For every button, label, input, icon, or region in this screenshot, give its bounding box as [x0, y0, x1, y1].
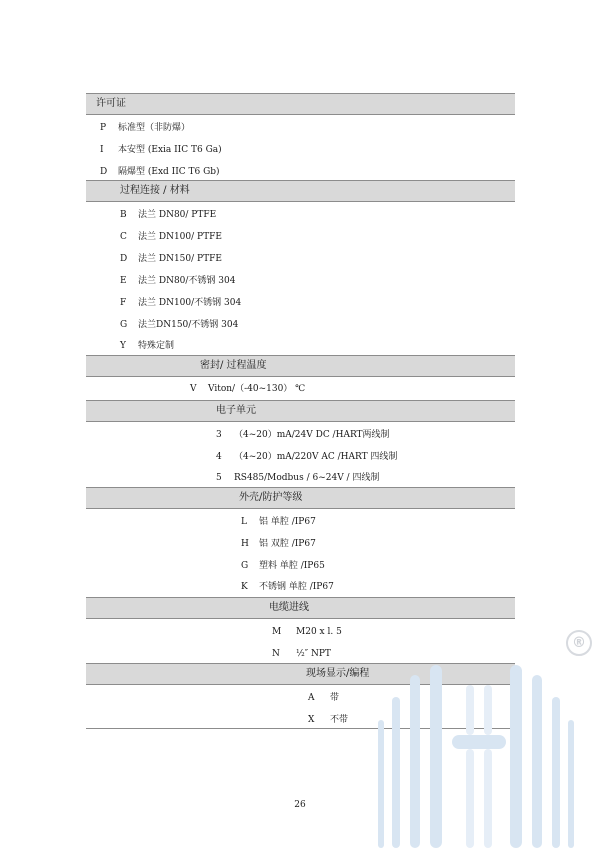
- option-code: 4: [216, 452, 222, 462]
- option-row: [120, 253, 222, 265]
- section-title: 现场显示/编程: [306, 668, 370, 679]
- section-header-electronics: [86, 400, 515, 422]
- section-title: 外壳/防护等级: [239, 492, 303, 503]
- option-row: [120, 275, 235, 287]
- option-row: [272, 626, 342, 638]
- option-row: [120, 340, 174, 352]
- section-title: 电子单元: [216, 405, 256, 416]
- option-desc: 铝 双腔 /IP67: [259, 539, 316, 549]
- section-header-process-connection: [86, 180, 515, 202]
- option-desc: 法兰 DN80/不锈钢 304: [138, 276, 236, 286]
- option-code: X: [308, 715, 315, 725]
- option-code: G: [120, 320, 128, 330]
- option-desc: 塑料 单腔 /IP65: [259, 561, 325, 571]
- option-desc: （4~20）mA/220V AC /HART 四线制: [234, 452, 398, 462]
- option-row: [120, 319, 238, 331]
- option-row: [216, 451, 397, 463]
- option-code: P: [100, 123, 107, 133]
- option-desc: Viton/（-40~130） ℃: [208, 384, 306, 394]
- option-code: H: [241, 539, 249, 549]
- section-header-seal-temperature: [86, 355, 515, 377]
- option-desc: 标准型（非防爆）: [118, 123, 191, 133]
- option-code: M: [272, 627, 282, 637]
- option-row: [272, 648, 331, 660]
- option-desc: （4~20）mA/24V DC /HART两线制: [234, 430, 390, 440]
- registered-mark-icon: ®: [566, 630, 592, 656]
- option-desc: 铝 单腔 /IP67: [259, 517, 316, 527]
- section-title: 许可证: [96, 98, 126, 109]
- page-number: 26: [294, 800, 306, 810]
- section-header-certificate: [86, 93, 515, 115]
- option-desc: 带: [330, 693, 340, 703]
- option-row: [241, 581, 334, 593]
- option-code: A: [308, 693, 315, 703]
- option-desc: 法兰 DN150/ PTFE: [138, 254, 222, 264]
- option-code: E: [120, 276, 127, 286]
- option-desc: 法兰 DN100/ PTFE: [138, 232, 222, 242]
- option-desc: 法兰 DN80/ PTFE: [138, 210, 217, 220]
- option-row: [100, 166, 220, 178]
- option-code: L: [241, 517, 247, 527]
- option-desc: 特殊定制: [138, 341, 175, 351]
- option-code: C: [120, 232, 127, 242]
- section-title: 过程连接 / 材料: [120, 185, 190, 196]
- option-row: [216, 429, 390, 441]
- option-desc: 隔爆型 (Exd IIC T6 Gb): [118, 167, 220, 177]
- section-header-housing: [86, 487, 515, 509]
- option-row: [120, 231, 222, 243]
- option-row: [100, 144, 222, 156]
- option-code: F: [120, 298, 127, 308]
- option-desc: 法兰 DN100/不锈钢 304: [138, 298, 242, 308]
- option-code: I: [100, 145, 104, 155]
- option-code: K: [241, 582, 248, 592]
- option-desc: ½″ NPT: [296, 649, 331, 659]
- option-code: 3: [216, 430, 222, 440]
- option-code: D: [120, 254, 128, 264]
- option-row: [241, 516, 316, 528]
- option-desc: 法兰DN150/不锈钢 304: [138, 320, 239, 330]
- option-desc: 不锈钢 单腔 /IP67: [259, 582, 334, 592]
- option-code: D: [100, 167, 108, 177]
- option-row: [241, 538, 316, 550]
- section-title: 密封/ 过程温度: [200, 360, 267, 371]
- company-logo-watermark-icon: [370, 625, 590, 848]
- option-row: [120, 209, 216, 221]
- option-code: 5: [216, 473, 222, 483]
- option-row: [100, 122, 190, 134]
- option-code: N: [272, 649, 280, 659]
- option-code: B: [120, 210, 127, 220]
- option-row: [120, 297, 241, 309]
- option-code: G: [241, 561, 249, 571]
- option-row: [216, 472, 379, 484]
- option-row: [241, 560, 325, 572]
- option-desc: 本安型 (Exia IIC T6 Ga): [118, 145, 222, 155]
- option-code: Y: [120, 341, 126, 351]
- option-row: [190, 383, 305, 395]
- option-code: V: [190, 384, 197, 394]
- section-header-cable-entry: [86, 597, 515, 619]
- option-row: [308, 692, 339, 704]
- section-title: 电缆进线: [269, 602, 309, 613]
- option-desc: RS485/Modbus / 6~24V / 四线制: [234, 473, 380, 483]
- option-desc: 不带: [330, 715, 349, 725]
- option-desc: M20 x l. 5: [296, 627, 342, 637]
- option-row: [308, 714, 348, 726]
